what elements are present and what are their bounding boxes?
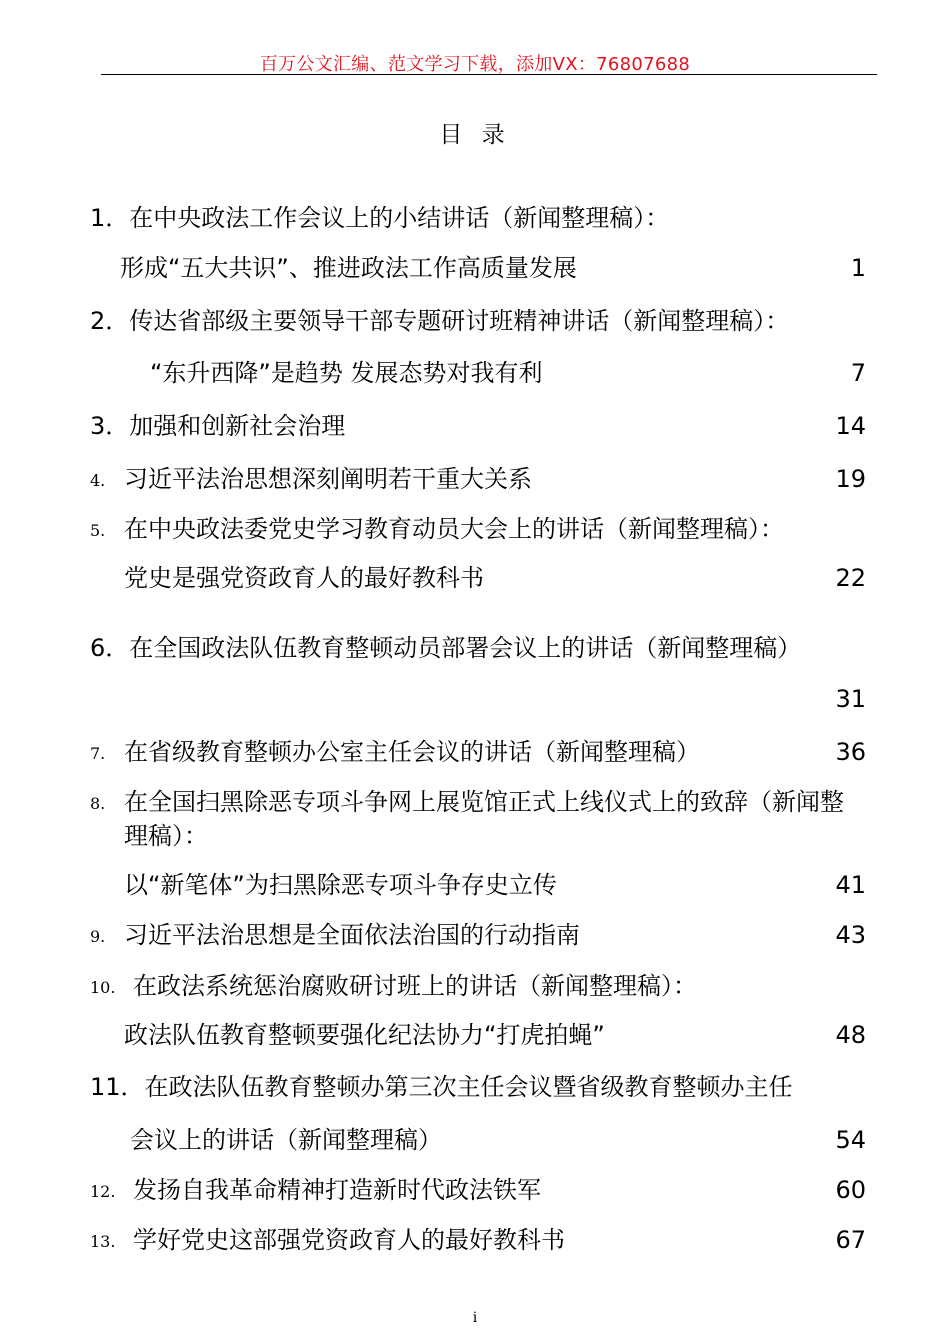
toc-entry-6-page: 31 [835,685,866,713]
toc-entry-11-title[interactable] [90,1072,793,1102]
toc-entry-2-title[interactable] [90,306,789,336]
toc-entry-8-number: 8. [90,794,106,813]
toc-entry-10-number: 10. [90,978,116,997]
toc-entry-10-page: 48 [835,1021,866,1049]
toc-entry-3-page: 14 [835,412,866,440]
toc-entry-9-title[interactable]: 习近平法治思想是全面依法治国的行动指南 [124,921,580,949]
toc-entry-6-number: 6． [90,634,130,662]
header-watermark-text: 百万公文汇编、范文学习下载，添加VX：76807688 [259,54,691,75]
toc-entry-7-number: 7. [90,744,106,763]
toc-entry-8-subtitle: 以“新笔体”为扫黑除恶专项斗争存史立传 [124,871,557,899]
toc-entry-1-line1: 在中央政法工作会议上的小结讲话（新闻整理稿）： [129,204,670,232]
toc-entry-13-title[interactable]: 学好党史这部强党资政育人的最好教科书 [133,1226,565,1254]
toc-entry-1-subtitle: 形成“五大共识”、推进政法工作高质量发展 [120,254,577,282]
toc-entry-4-number: 4. [90,471,106,490]
toc-entry-12-page: 60 [835,1176,866,1204]
toc-entry-5-title[interactable]: 在中央政法委党史学习教育动员大会上的讲话（新闻整理稿）： [124,515,784,543]
toc-entry-6-line1: 在全国政法队伍教育整顿动员部署会议上的讲话（新闻整理稿） [129,634,802,662]
toc-entry-2-line1: 传达省部级主要领导干部专题研讨班精神讲话（新闻整理稿）： [129,307,790,335]
toc-entry-13-page: 67 [835,1226,866,1254]
toc-entry-8-title-cont: 理稿）： [124,822,208,850]
toc-entry-7-title[interactable]: 在省级教育整顿办公室主任会议的讲话（新闻整理稿） [124,738,700,766]
header-divider [101,74,877,75]
toc-entry-2-subtitle: “东升西降”是趋势 发展态势对我有利 [150,359,543,387]
toc-entry-11-page: 54 [835,1126,866,1154]
toc-entry-4-page: 19 [835,465,866,493]
toc-entry-12-title[interactable]: 发扬自我革命精神打造新时代政法铁军 [133,1176,541,1204]
toc-entry-7-page: 36 [835,738,866,766]
toc-entry-13-number: 13. [90,1232,116,1251]
toc-entry-2-number: 2． [90,307,130,335]
toc-entry-4-title[interactable]: 习近平法治思想深刻阐明若干重大关系 [124,465,532,493]
toc-entry-1-title[interactable] [90,203,669,233]
toc-entry-11-line1: 在政法队伍教育整顿办第三次主任会议暨省级教育整顿办主任 [144,1073,793,1101]
toc-entry-1-page: 1 [850,254,866,282]
toc-entry-2-page: 7 [850,359,866,387]
toc-entry-5-number: 5. [90,521,106,540]
toc-entry-6-title[interactable] [90,633,801,663]
toc-entry-11-number: 11． [90,1073,145,1101]
toc-entry-9-page: 43 [835,921,866,949]
toc-entry-3-title[interactable] [90,411,345,441]
toc-entry-8-page: 41 [835,871,866,899]
toc-entry-9-number: 9. [90,927,106,946]
toc-entry-12-number: 12. [90,1182,116,1201]
toc-entry-11-subtitle: 会议上的讲话（新闻整理稿） [130,1126,442,1154]
toc-entry-8-title[interactable]: 在全国扫黑除恶专项斗争网上展览馆正式上线仪式上的致辞（新闻整 [124,788,844,816]
toc-entry-3-line1: 加强和创新社会治理 [129,412,346,440]
footer-page-number: i [472,1310,478,1326]
toc-entry-10-subtitle: 政法队伍教育整顿要强化纪法协力“打虎拍蝇” [124,1021,605,1049]
toc-entry-3-number: 3． [90,412,130,440]
toc-entry-1-number: 1． [90,204,130,232]
toc-entry-10-title[interactable]: 在政法系统惩治腐败研讨班上的讲话（新闻整理稿）： [133,972,697,1000]
toc-entry-5-subtitle: 党史是强党资政育人的最好教科书 [124,564,484,592]
page-title: 目 录 [439,122,511,148]
toc-entry-5-page: 22 [835,564,866,592]
